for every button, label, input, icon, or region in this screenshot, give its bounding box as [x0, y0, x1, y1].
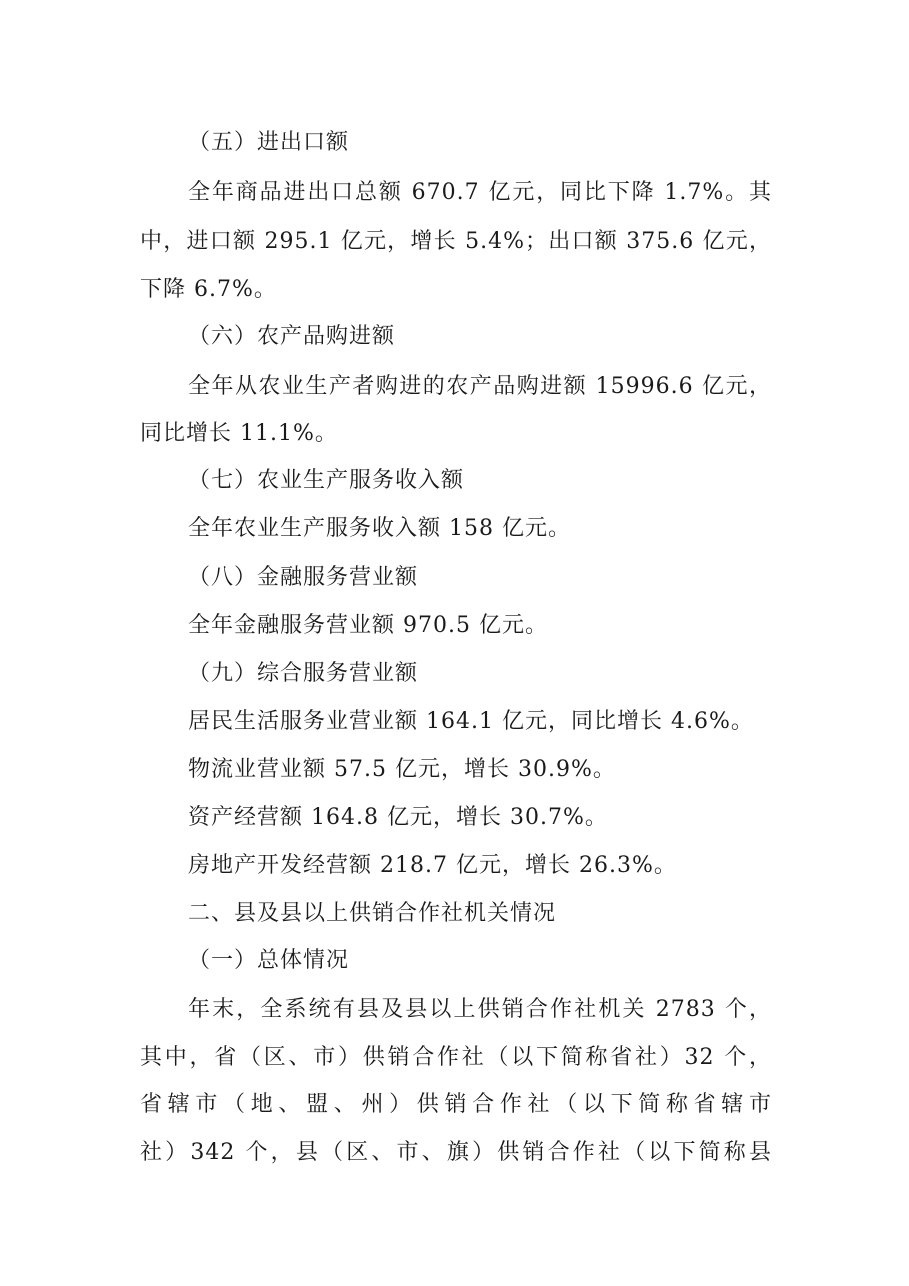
paragraph-line: 物流业营业额 57.5 亿元，增长 30.9%。 [188, 757, 616, 782]
paragraph-line: 资产经营额 164.8 亿元，增长 30.7%。 [188, 805, 608, 830]
paragraph-line: 全年商品进出口总额 670.7 亿元，同比下降 1.7%。其 [188, 180, 772, 205]
paragraph-line: 全年金融服务营业额 970.5 亿元。 [188, 613, 548, 638]
section-heading-finance: （八）金融服务营业额 [188, 565, 419, 590]
paragraph-line: 省辖市（地、盟、州）供销合作社（以下简称省辖市 [140, 1092, 772, 1117]
paragraph-line: 同比增长 11.1%。 [140, 421, 338, 446]
section-heading-farm-products: （六）农产品购进额 [188, 324, 396, 349]
paragraph-line: 全年从农业生产者购进的农产品购进额 15996.6 亿元， [188, 374, 772, 399]
paragraph-line: 其中，省（区、市）供销合作社（以下简称省社）32 个， [140, 1045, 772, 1070]
paragraph-line: 社）342 个，县（区、市、旗）供销合作社（以下简称县 [140, 1140, 772, 1165]
chapter-heading-county-cooperatives: 二、县及县以上供销合作社机关情况 [188, 901, 557, 926]
paragraph-line: 居民生活服务业营业额 164.1 亿元，同比增长 4.6%。 [188, 709, 754, 734]
section-heading-import-export: （五）进出口额 [188, 130, 350, 155]
paragraph-line: 全年农业生产服务收入额 158 亿元。 [188, 516, 571, 541]
section-heading-overview: （一）总体情况 [188, 948, 350, 973]
paragraph-line: 下降 6.7%。 [140, 277, 277, 302]
paragraph-line: 年末，全系统有县及县以上供销合作社机关 2783 个， [188, 997, 772, 1022]
section-heading-farm-services: （七）农业生产服务收入额 [188, 468, 465, 493]
section-heading-comprehensive-services: （九）综合服务营业额 [188, 661, 419, 686]
paragraph-line: 中，进口额 295.1 亿元，增长 5.4%；出口额 375.6 亿元， [140, 229, 772, 254]
paragraph-line: 房地产开发经营额 218.7 亿元，增长 26.3%。 [188, 853, 677, 878]
